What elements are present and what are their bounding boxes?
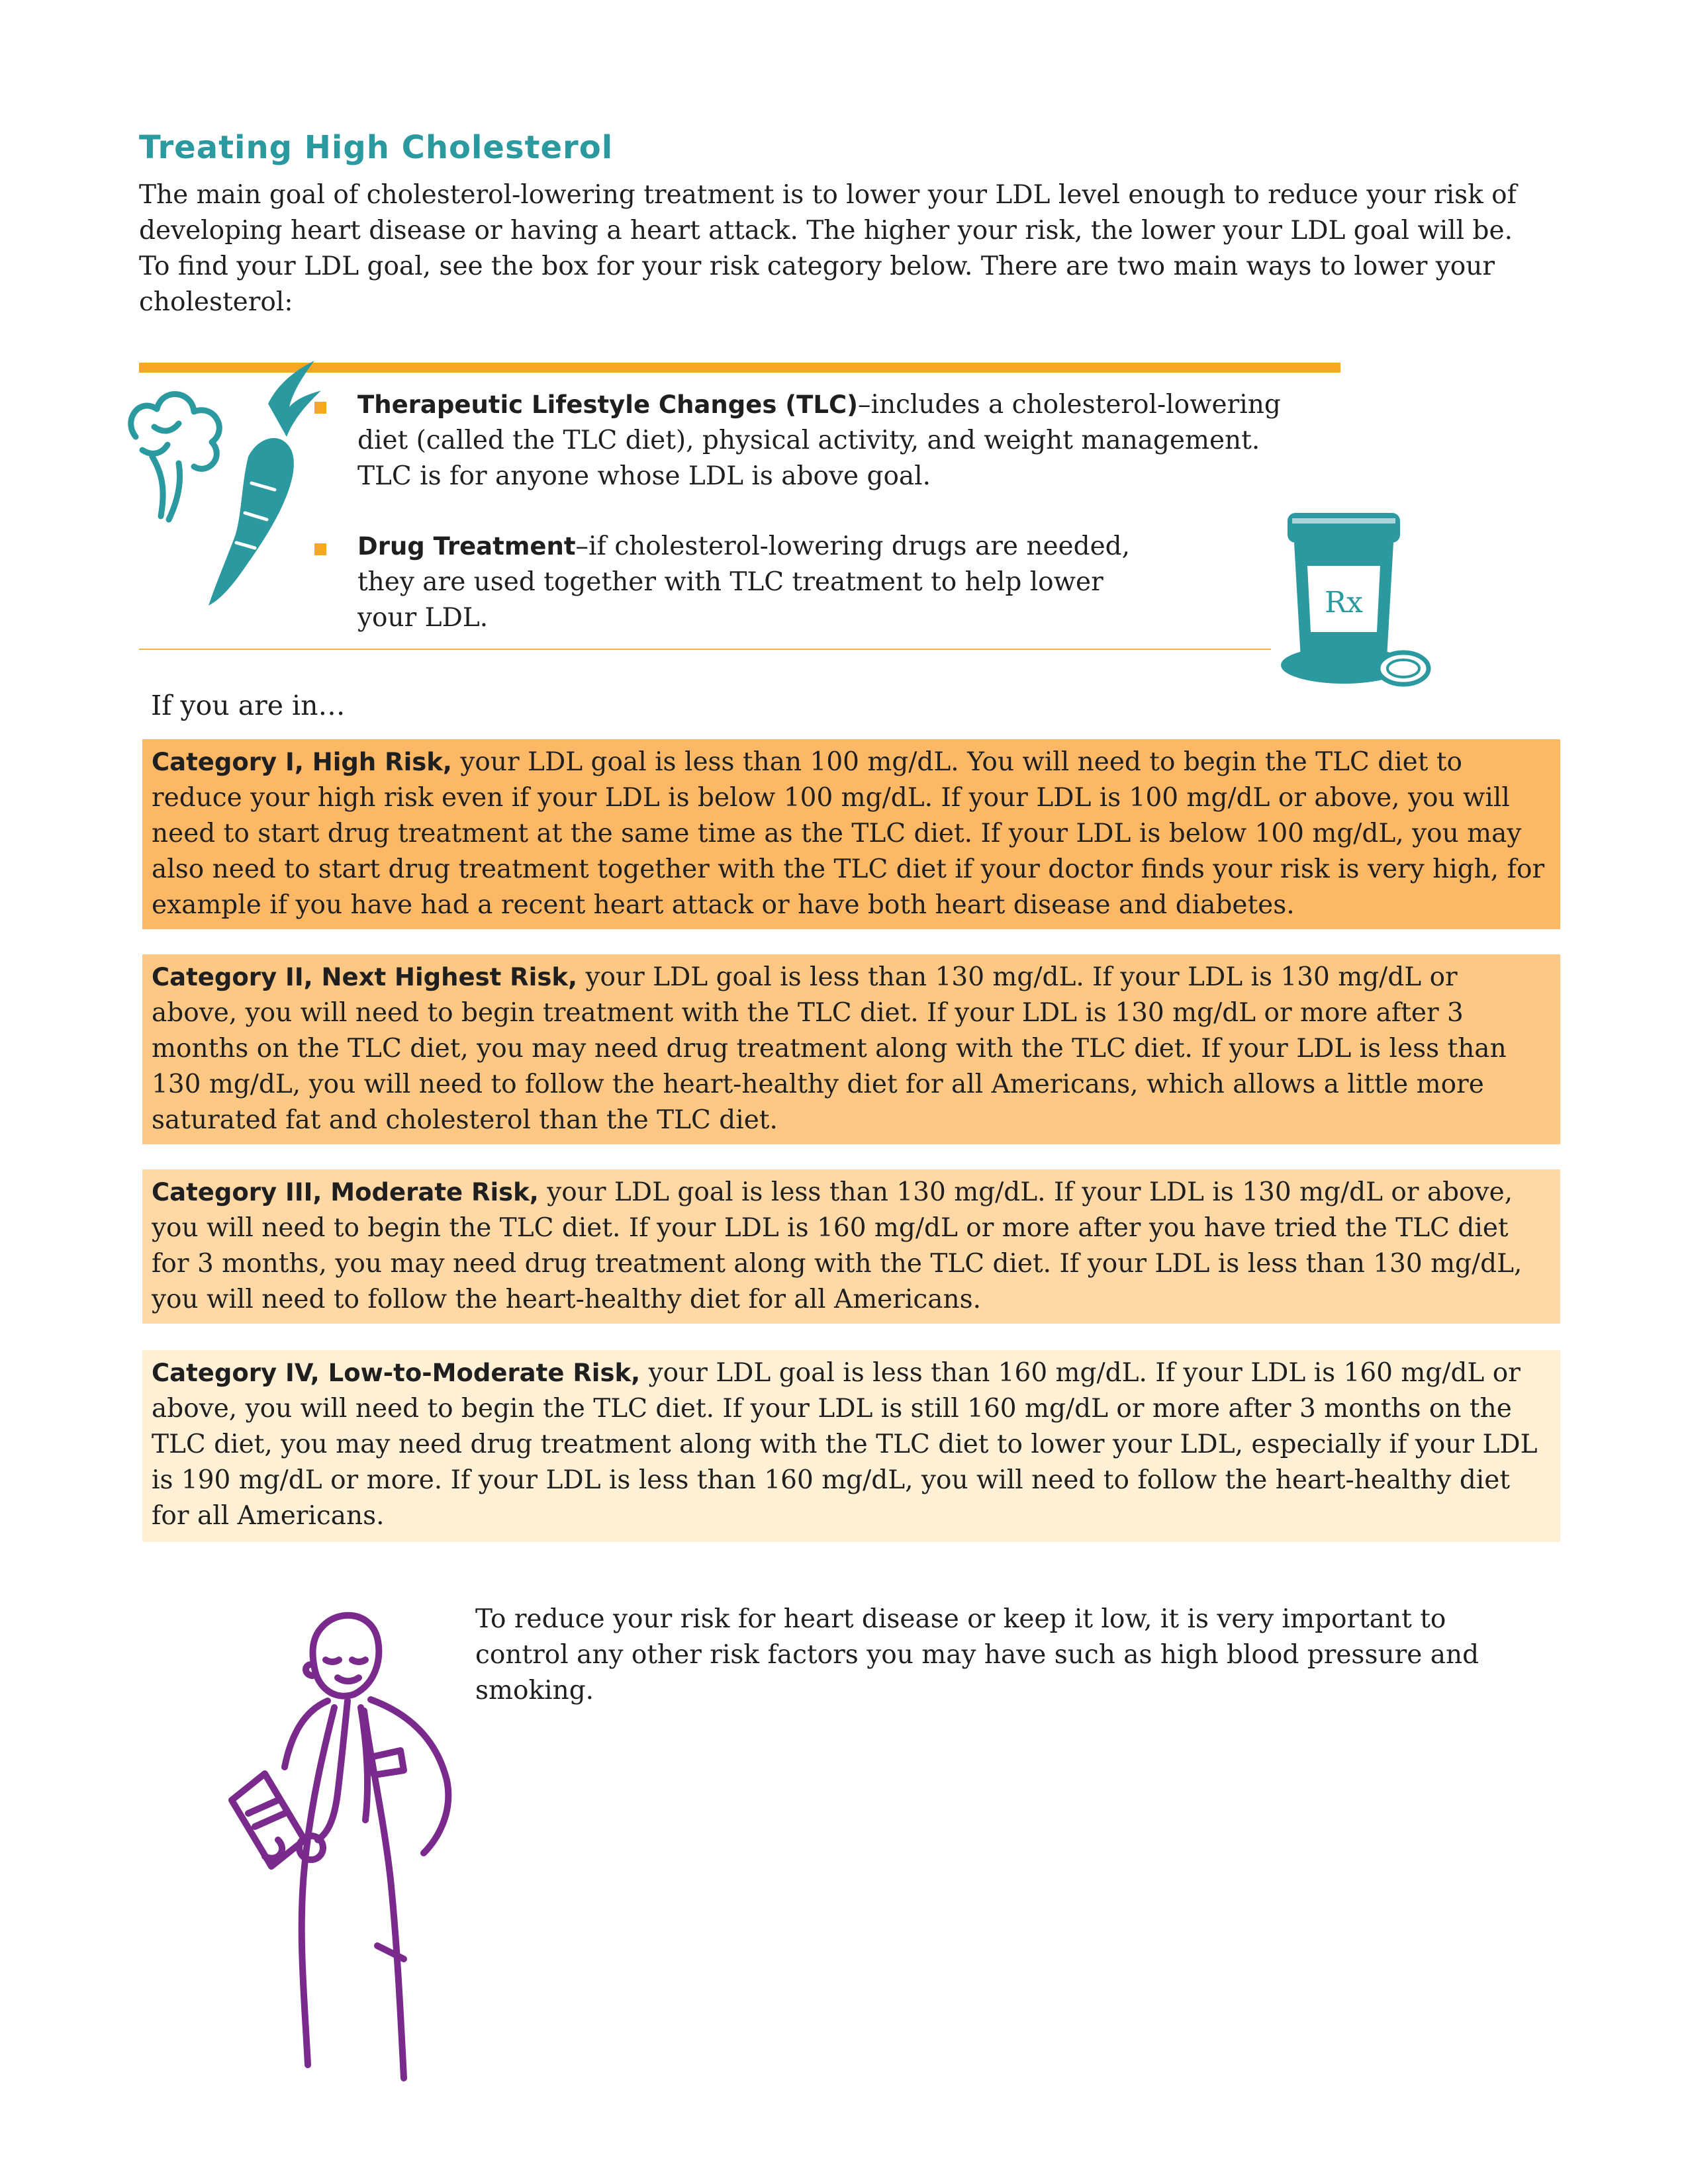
- bullet-square-icon: [314, 402, 326, 414]
- category-box-3: [142, 1169, 1560, 1324]
- bullet-text: –includes a cholesterol-lowering diet (called the TLC diet), physical activity, and weight management. TLC is for anyone whose LDL is above goal.: [357, 390, 1281, 491]
- bullet-term: Therapeutic Lifestyle Changes (TLC): [357, 390, 859, 419]
- bullet-square-icon: [314, 543, 326, 555]
- category-box-1: [142, 739, 1560, 929]
- doctor-icon: [212, 1602, 516, 2105]
- broccoli-carrot-icon: [116, 357, 341, 615]
- page-title: Treating High Cholesterol: [139, 129, 614, 166]
- pill-bottle-icon: [1278, 506, 1436, 705]
- list-item: [311, 529, 1165, 636]
- pill-bottle-label: Rx: [1325, 586, 1363, 619]
- category-text: your LDL goal is less than 160 mg/dL. If your LDL is 160 mg/dL or above, you will need to begin the TLC diet. If your LDL is still 160 mg/dL or more after 3 months on the TLC diet, you may need drug treatment along with the TLC diet to lower your LDL, especially if your LDL is 190 mg/dL or more. If your LDL is less than 160 mg/dL, you will need to follow the heart-healthy diet for all Americans.: [152, 1358, 1538, 1531]
- category-box-2: [142, 954, 1560, 1144]
- list-item: [311, 387, 1304, 494]
- category-box-4: [142, 1350, 1560, 1542]
- treatment-list: [311, 387, 1304, 670]
- bullet-text: –if cholesterol-lowering drugs are needed, they are used together with TLC treatment to help lower your LDL.: [357, 531, 1131, 633]
- thin-divider: [139, 649, 1271, 650]
- category-text: your LDL goal is less than 130 mg/dL. If your LDL is 130 mg/dL or above, you will need to begin the TLC diet. If your LDL is 160 mg/dL or more after you have tried the TLC diet for 3 months, you may need drug treatment along with the TLC diet. If your LDL is less than 130 mg/dL, you will need to follow the heart-healthy diet for all Americans.: [152, 1177, 1523, 1314]
- intro-paragraph: The main goal of cholesterol-lowering treatment is to lower your LDL level enough to reduce your risk of developing heart disease or having a heart attack. The higher your risk, the lower your LDL goal will be. To find your LDL goal, see the box for your risk category below. There are two main ways to lower your cholesterol:: [139, 180, 1517, 317]
- category-text: your LDL goal is less than 100 mg/dL. You will need to begin the TLC diet to reduce your high risk even if your LDL is below 100 mg/dL. If your LDL is 100 mg/dL or above, you will need to start drug treatment at the same time as the TLC diet. If your LDL is below 100 mg/dL, you may also need to start drug treatment together with the TLC diet if your doctor finds your risk is very high, for example if you have had a recent heart attack or have both heart disease and diabetes.: [152, 747, 1545, 920]
- category-label: Category IV, Low-to-Moderate Risk,: [152, 1359, 641, 1387]
- closing-paragraph: To reduce your risk for heart disease or keep it low, it is very important to control any other risk factors you may have such as high blood pressure and smoking.: [475, 1604, 1479, 1706]
- categories-lead: If you are in…: [151, 690, 346, 721]
- category-label: Category II, Next Highest Risk,: [152, 963, 578, 991]
- category-text: your LDL goal is less than 130 mg/dL. If your LDL is 130 mg/dL or above, you will need to begin treatment with the TLC diet. If your LDL is 130 mg/dL or more after 3 months on the TLC diet, you may need drug treatment along with the TLC diet. If your LDL is less than 130 mg/dL, you will need to follow the heart-healthy diet for all Americans, which allows a little more saturated fat and cholesterol than the TLC diet.: [152, 962, 1507, 1135]
- category-label: Category III, Moderate Risk,: [152, 1178, 539, 1206]
- category-label: Category I, High Risk,: [152, 748, 452, 776]
- bullet-term: Drug Treatment: [357, 532, 576, 561]
